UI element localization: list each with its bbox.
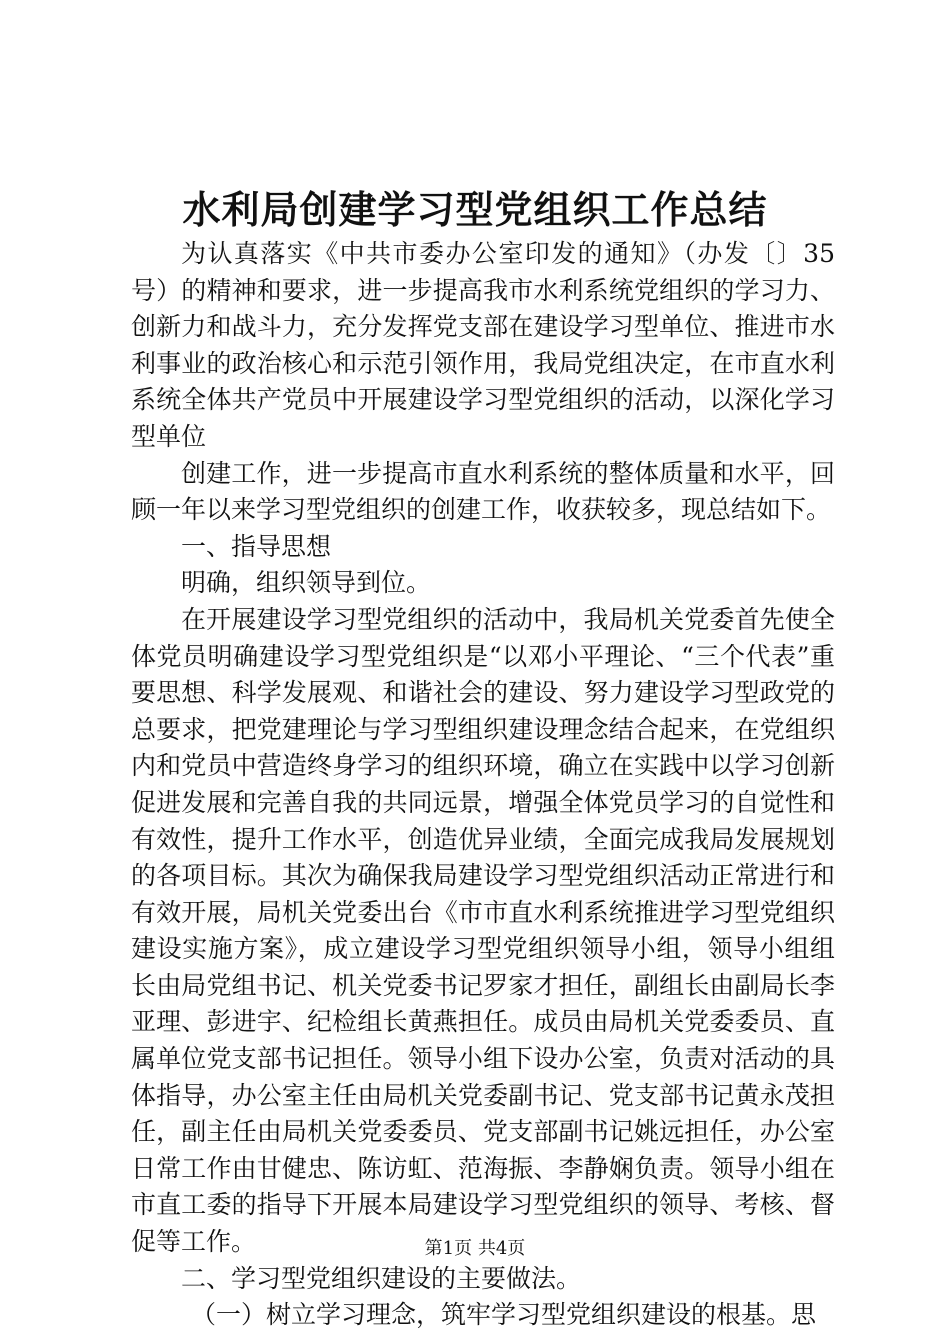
- paragraph: 为认真落实《中共市委办公室印发的通知》（办发〔〕35号）的精神和要求，进一步提高我市水利系统党组织的学习力、创新力和战斗力，充分发挥党支部在建设学习型单位、推进市水利事业的政治核心和示范引领作用，我局党组决定，在市直水利系统全体共产党员中开展建设学习型党组织的活动，以深化学习型单位: [131, 239, 835, 451]
- subsection-heading: （一）树立学习理念，筑牢学习型党组织建设的根基。思: [191, 1300, 817, 1330]
- document-title: 水利局创建学习型党组织工作总结: [182, 187, 768, 232]
- paragraph: 创建工作，进一步提高市直水利系统的整体质量和水平，回顾一年以来学习型党组织的创建工作，收获较多，现总结如下。: [131, 458, 835, 525]
- paragraph: 在开展建设学习型党组织的活动中，我局机关党委首先使全体党员明确建设学习型党组织是“以邓小平理论、“三个代表”重要思想、科学发展观、和谐社会的建设、努力建设学习型政党的总要求，把党建理论与学习型组织建设理念结合起来，在党组织内和党员中营造终身学习的组织环境，确立在实践中以学习创新促进发展和完善自我的共同远景，增强全体党员学习的自觉性和有效性，提升工作水平，创造优异业绩，全面完成我局发展规划的各项目标。其次为确保我局建设学习型党组织活动正常进行和有效开展，局机关党委出台《市市直水利系统推进学习型党组织建设实施方案》，成立建设学习型党组织领导小组，领导小组组长由局党组书记、机关党委书记罗家才担任，副组长由副局长李亚理、彭进宇、纪检组长黄燕担任。成员由局机关党委委员、直属单位党支部书记担任。领导小组下设办公室，负责对活动的具体指导，办公室主任由局机关党委副书记、党支部书记黄永茂担任，副主任由局机关党委委员、党支部副书记姚远担任，办公室日常工作由甘健忠、陈访虹、范海振、李静娴负责。领导小组在市直工委的指导下开展本局建设学习型党组织的领导、考核、督促等工作。: [131, 604, 835, 1257]
- paragraph: 明确，组织领导到位。: [181, 568, 432, 598]
- page-footer: 第1页 共4页: [424, 1238, 526, 1259]
- section-heading: 二、学习型党组织建设的主要做法。: [181, 1263, 582, 1293]
- section-heading: 一、指导思想: [181, 531, 332, 561]
- document-body: [131, 236, 835, 1334]
